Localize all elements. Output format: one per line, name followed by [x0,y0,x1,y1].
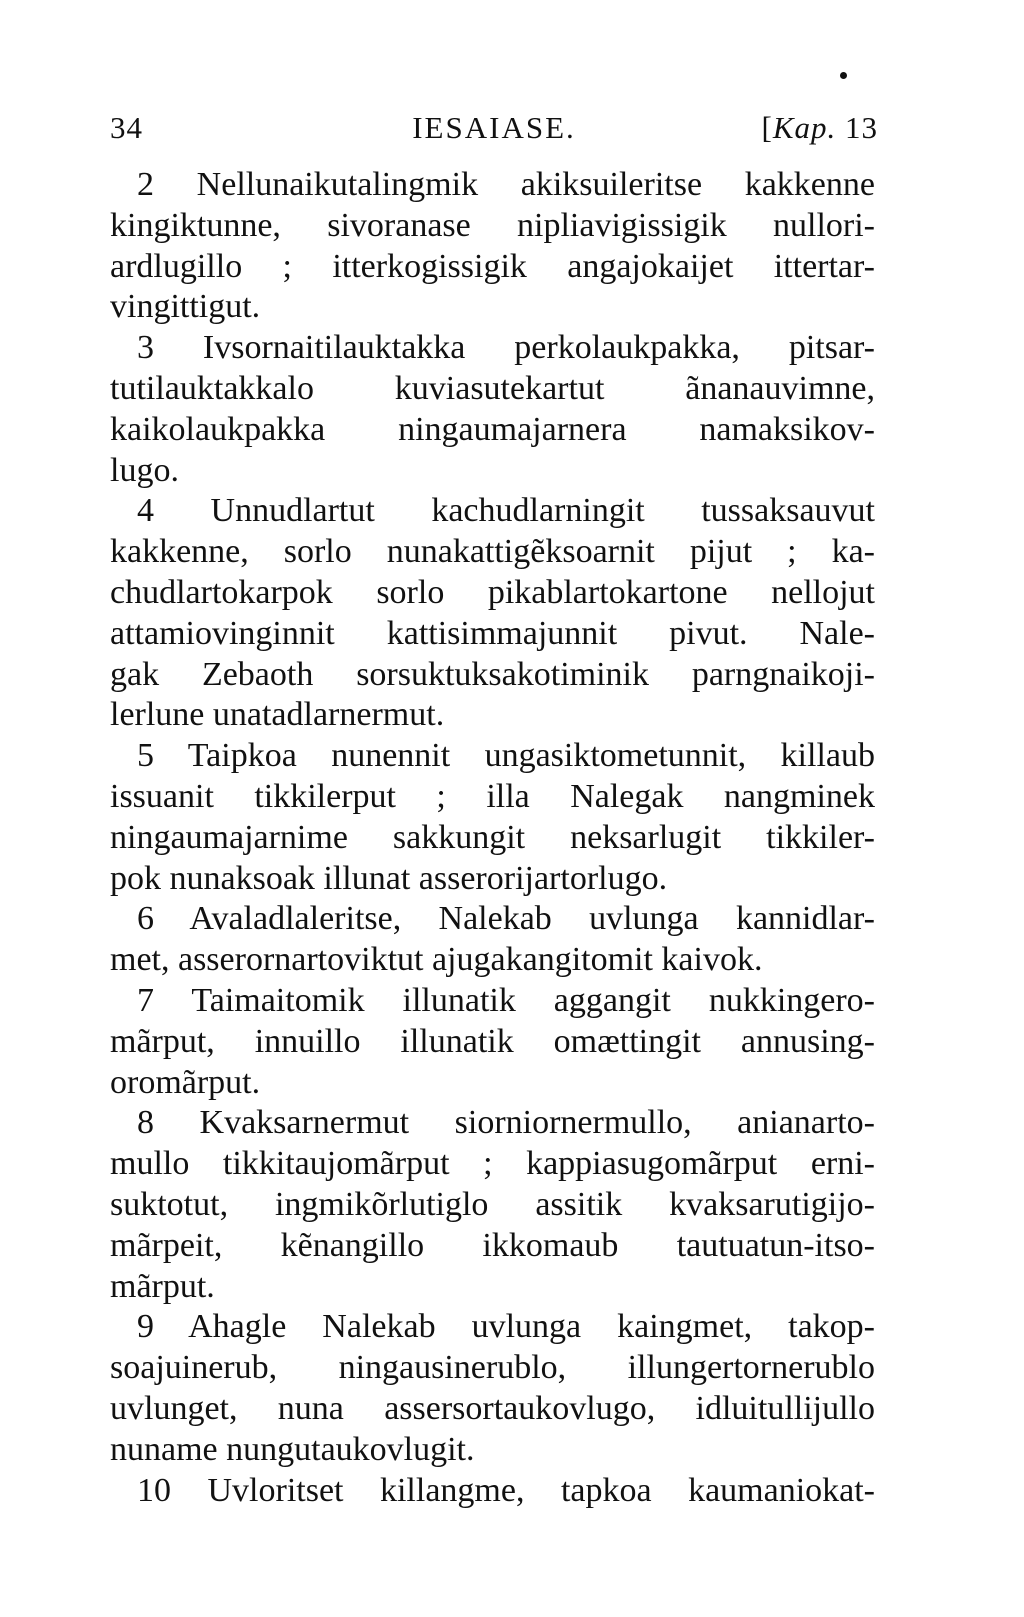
text-line: 5 Taipkoa nunennit ungasiktometunnit, killaub [137,737,875,775]
chapter-reference [761,110,878,146]
text-line: pok nunaksoak illunat asserorijartorlugo. [110,859,668,897]
text-line: mãrput, innuillo illunatik omættingit annusing- [110,1022,875,1060]
page-header [110,110,878,150]
text-line: soajuinerub, ningausinerublo, illungertornerublo [110,1349,875,1387]
scripture-text [110,165,875,1511]
text-line: gak Zebaoth sorsuktuksakotiminik parngnaikoji- [110,655,875,693]
text-line: 9 Ahagle Nalekab uvlunga kaingmet, takop- [137,1308,875,1346]
text-line: kaikolaukpakka ningaumajarnera namaksikov- [110,410,875,448]
text-line: 7 Taimaitomik illunatik aggangit nukkingero- [137,981,875,1019]
text-line: nuname nungutaukovlugit. [110,1430,475,1468]
text-line: issuanit tikkilerput ; illa Nalegak nangminek [110,777,875,815]
text-line: uvlunget, nuna assersortaukovlugo, idluitullijullo [110,1389,875,1427]
text-line: lugo. [110,451,179,489]
text-line: vingittigut. [110,288,261,326]
text-line: met, asserornartoviktut ajugakangitomit kaivok. [110,941,763,979]
text-line: 6 Avaladlaleritse, Nalekab uvlunga kannidlar- [137,900,875,938]
text-line: lerlune unatadlarnermut. [110,696,445,734]
text-line: 2 Nellunaikutalingmik akiksuileritse kakkenne [137,166,875,203]
ink-dot [840,72,847,79]
text-line: ningaumajarnime sakkungit neksarlugit tikkiler- [110,818,875,856]
text-line: oromãrput. [110,1063,261,1101]
text-line: suktotut, ingmikõrlutiglo assitik kvaksarutigijo- [110,1185,875,1223]
text-line: chudlartokarpok sorlo pikablartokartone nellojut [110,573,875,611]
running-title: IESAIASE. [412,110,576,145]
chapter-bracket: [ [761,110,773,145]
text-line: mãrput. [110,1267,215,1305]
text-line: 3 Ivsornaitilauktakka perkolaukpakka, pitsar- [137,329,875,367]
text-line: mãrpeit, kẽnangillo ikkomaub tautuatun-itso- [110,1226,875,1264]
text-line: mullo tikkitaujomãrput ; kappiasugomãrput erni- [110,1145,875,1183]
chapter-number: 13 [845,110,878,145]
text-line: ardlugillo ; itterkogissigik angajokaijet ittertar- [110,247,875,285]
text-line: 8 Kvaksarnermut siorniornermullo, anianarto- [137,1104,875,1142]
page-number: 34 [110,110,143,145]
text-line: 10 Uvloritset killangme, tapkoa kaumaniokat- [137,1471,875,1509]
text-line: 4 Unnudlartut kachudlarningit tussaksauvut [137,492,875,530]
text-line: kingiktunne, sivoranase nipliavigissigik nullori- [110,206,875,244]
text-line: tutilauktakkalo kuviasutekartut ãnanauvimne, [110,369,875,407]
text-line: attamiovinginnit kattisimmajunnit pivut. Nale- [110,614,875,652]
text-line: kakkenne, sorlo nunakattigẽksoarnit pijut ; ka- [110,533,875,571]
chapter-kap-label: Kap. [772,110,837,145]
